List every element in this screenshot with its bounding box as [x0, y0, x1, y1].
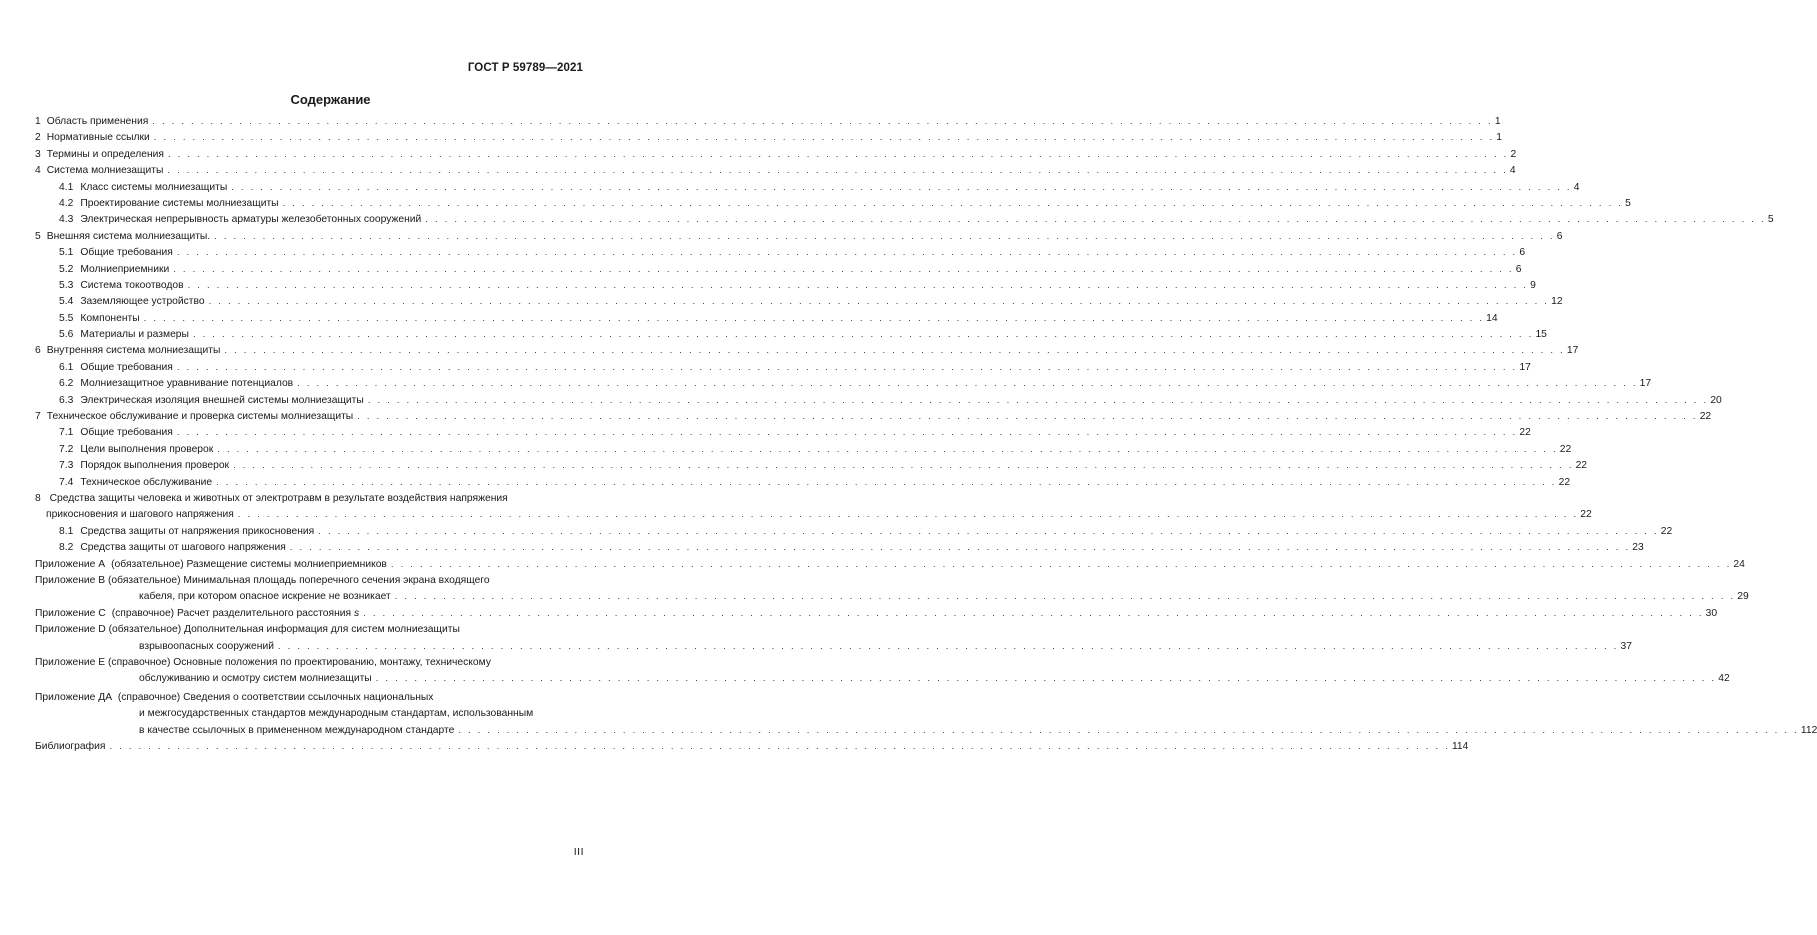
entry-page: 4 [1573, 181, 1580, 193]
toc-subentry[interactable] [35, 278, 1536, 294]
annex-text-continued: обслуживанию и осмотру систем молниезащиты [139, 673, 372, 685]
entry-number: 7.3 [59, 460, 74, 472]
entry-text: Электрическая изоляция внешней системы молниезащиты [80, 394, 364, 406]
annex-label: Приложение ДА [35, 691, 113, 703]
entry-page: 1 [1496, 132, 1503, 144]
annex-label: Приложение D [35, 624, 106, 636]
annex-text: (справочное) Сведения о соответствии ссылочных национальных [117, 691, 434, 703]
annex-entry[interactable] [35, 622, 1632, 655]
entry-number: 6.3 [59, 394, 74, 406]
toc-entry[interactable] [35, 409, 1712, 425]
entry-number: 2 [35, 132, 41, 144]
entry-page: 6 [1556, 230, 1563, 242]
leader-dots [209, 294, 1550, 310]
leader-dots [217, 442, 1558, 458]
leader-dots [193, 327, 1534, 343]
entry-text: Термины и определения [46, 148, 164, 160]
annex-text: (справочное) Основные положения по проектированию, монтажу, техническому [108, 656, 491, 668]
annex-label: Приложение В [35, 574, 106, 586]
toc-subentry[interactable] [35, 393, 1722, 409]
toc-subentry[interactable] [35, 425, 1531, 441]
leader-dots [152, 114, 1493, 130]
leader-dots [231, 180, 1572, 196]
annex-entry[interactable] [35, 573, 1749, 606]
toc-subentry[interactable] [35, 442, 1572, 458]
entry-page: 22 [1575, 460, 1588, 472]
entry-page: 22 [1660, 525, 1673, 537]
entry-page: 114 [1451, 740, 1469, 752]
leader-dots [425, 212, 1766, 228]
entry-page: 14 [1486, 312, 1498, 324]
entry-page: 29 [1737, 591, 1749, 603]
entry-page: 30 [1705, 607, 1718, 619]
entry-number: 3 [35, 148, 41, 160]
entry-number: 7.2 [59, 443, 74, 455]
annex-entry[interactable] [35, 655, 1730, 688]
annex-entry[interactable] [35, 606, 1718, 622]
entry-text: Внешняя система молниезащиты. [46, 230, 211, 242]
entry-number: 6 [35, 345, 41, 357]
toc-entry[interactable] [35, 114, 1501, 130]
entry-number: 6.1 [59, 361, 74, 373]
toc-entry[interactable] [35, 229, 1563, 245]
entry-text: Цели выполнения проверок [80, 443, 214, 455]
entry-page: 42 [1718, 673, 1730, 685]
entry-page: 9 [1530, 279, 1536, 291]
leader-dots [363, 606, 1704, 622]
leader-dots [297, 376, 1638, 392]
leader-dots [318, 524, 1659, 540]
leader-dots [177, 245, 1518, 261]
annex-text-main: (справочное) Расчет разделительного расстояния [111, 607, 352, 619]
toc-subentry[interactable] [35, 262, 1522, 278]
entry-number: 4.3 [59, 214, 74, 226]
entry-text: Электрическая непрерывность арматуры железобетонных сооружений [80, 214, 422, 226]
entry-page: 1 [1494, 116, 1501, 127]
leader-dots [168, 147, 1509, 163]
bibliography-entry[interactable] [35, 739, 1469, 755]
entry-page: 20 [1710, 394, 1722, 406]
entry-text: Молниеприемники [80, 263, 170, 275]
leader-dots [216, 475, 1557, 491]
toc-entry[interactable] [35, 163, 1516, 179]
annex-entry[interactable] [35, 557, 1745, 573]
toc-subentry[interactable] [35, 245, 1526, 261]
entry-text: Система токоотводов [80, 279, 184, 291]
bibliography-text: Библиография [35, 740, 106, 752]
entry-text: Общие требования [80, 427, 173, 439]
entry-number: 8.2 [59, 542, 74, 554]
leader-dots [109, 739, 1450, 755]
leader-dots [395, 589, 1736, 605]
annex-text-continued: кабеля, при котором опасное искрение не возникает [139, 591, 391, 603]
leader-dots [233, 458, 1574, 474]
toc-subentry[interactable] [35, 327, 1547, 343]
entry-page: 22 [1580, 509, 1592, 521]
entry-number: 1 [35, 116, 41, 127]
entry-page: 112 [1800, 724, 1817, 736]
entry-number: 7.1 [59, 427, 74, 439]
entry-text: Техническое обслуживание и проверка системы молниезащиты [46, 411, 354, 423]
entry-text: Внутренняя система молниезащиты [46, 345, 221, 357]
entry-number: 5.3 [59, 279, 74, 291]
toc-title: Содержание [290, 92, 371, 107]
leader-dots [238, 507, 1579, 523]
entry-page: 37 [1620, 640, 1632, 652]
annex-text-continued: в качестве ссылочных в примененном международном стандарте [139, 724, 455, 736]
toc-entry[interactable] [35, 343, 1579, 359]
leader-dots [154, 130, 1495, 146]
leader-dots [290, 540, 1631, 556]
entry-page: 6 [1519, 247, 1526, 259]
entry-number: 5.6 [59, 329, 74, 341]
entry-page: 17 [1639, 378, 1652, 390]
document-code: ГОСТ Р 59789—2021 [467, 62, 583, 74]
entry-text: Компоненты [80, 312, 140, 324]
entry-page: 12 [1551, 296, 1563, 308]
entry-page: 22 [1558, 476, 1571, 488]
toc-subentry[interactable] [35, 212, 1774, 228]
leader-dots [376, 671, 1717, 687]
entry-number: 5.5 [59, 312, 74, 324]
annex-text [112, 606, 359, 622]
entry-text: Материалы и размеры [80, 329, 189, 341]
entry-page: 17 [1519, 361, 1531, 373]
leader-dots [391, 557, 1732, 573]
leader-dots [188, 278, 1529, 294]
leader-dots [173, 262, 1514, 278]
entry-number: 7 [35, 411, 41, 423]
entry-text: Общие требования [80, 361, 173, 373]
leader-dots [224, 343, 1565, 359]
annex-label: Приложение Е [35, 656, 106, 668]
entry-number: 6.2 [59, 378, 74, 390]
entry-number: 5.2 [59, 263, 74, 275]
entry-text: Техническое обслуживание [80, 476, 213, 488]
entry-text: Средства защиты от напряжения прикосновения [80, 525, 315, 537]
annex-text: (обязательное) Размещение системы молниеприемников [111, 558, 387, 570]
leader-dots [357, 409, 1698, 425]
annex-text-continued: и межгосударственных стандартов международным стандартам, использованным [139, 708, 534, 720]
entry-number: 8 [35, 492, 41, 504]
leader-dots [278, 639, 1619, 655]
toc-subentry[interactable] [35, 475, 1571, 491]
entry-text: Общие требования [80, 247, 173, 259]
entry-page: 6 [1515, 263, 1522, 275]
entry-text: Проектирование системы молниезащиты [80, 197, 279, 209]
entry-number: 5 [35, 230, 41, 242]
entry-page: 17 [1566, 345, 1579, 357]
toc-entry[interactable] [35, 491, 1592, 524]
leader-dots [283, 196, 1624, 212]
leader-dots [144, 311, 1485, 327]
entry-page: 4 [1509, 165, 1516, 177]
entry-page: 22 [1699, 411, 1712, 423]
entry-number: 4.1 [59, 181, 74, 193]
entry-number: 8.1 [59, 525, 74, 537]
annex-label: Приложение А [35, 558, 106, 570]
toc-subentry[interactable] [35, 360, 1531, 376]
leader-dots [458, 723, 1799, 739]
entry-page: 24 [1733, 558, 1745, 570]
entry-text: Молниезащитное уравнивание потенциалов [80, 378, 294, 390]
leader-dots [368, 393, 1709, 409]
leader-dots [214, 229, 1555, 245]
toc-entry[interactable] [35, 130, 1503, 146]
toc-subentry[interactable] [35, 458, 1588, 474]
entry-page: 2 [1510, 148, 1517, 160]
toc-subentry[interactable] [35, 294, 1563, 310]
annex-text: (обязательное) Дополнительная информация для систем молниезащиты [108, 624, 460, 636]
toc-subentry[interactable] [35, 311, 1498, 327]
entry-page: 22 [1519, 427, 1531, 439]
entry-number: 4.2 [59, 197, 74, 209]
toc-entry[interactable] [35, 147, 1517, 163]
table-of-contents [35, 114, 1817, 755]
entry-number: 7.4 [59, 476, 74, 488]
toc-subentry[interactable] [35, 180, 1580, 196]
entry-text: Класс системы молниезащиты [80, 181, 228, 193]
annex-entry[interactable] [35, 690, 1817, 739]
entry-page: 5 [1767, 214, 1774, 226]
entry-text: Средства защиты человека и животных от электротравм в результате воздействия напряжения [49, 492, 508, 504]
page-number: III [573, 846, 584, 858]
entry-page: 5 [1625, 197, 1631, 209]
entry-page: 15 [1535, 329, 1547, 341]
entry-text: Средства защиты от шагового напряжения [80, 542, 286, 554]
annex-text: (обязательное) Минимальная площадь поперечного сечения экрана входящего [108, 574, 490, 586]
entry-number: 5.4 [59, 296, 74, 308]
toc-subentry[interactable] [35, 376, 1652, 392]
toc-subentry[interactable] [35, 196, 1631, 212]
entry-text: Система молниезащиты [46, 165, 164, 177]
leader-dots [177, 425, 1518, 441]
entry-page: 22 [1559, 443, 1572, 455]
entry-number: 4 [35, 165, 41, 177]
toc-subentry[interactable] [35, 540, 1644, 556]
entry-text: Область применения [46, 116, 149, 127]
entry-text: Порядок выполнения проверок [80, 460, 230, 472]
annex-text-continued: взрывоопасных сооружений [139, 640, 274, 652]
leader-dots [177, 360, 1518, 376]
toc-subentry[interactable] [35, 524, 1673, 540]
entry-number: 5.1 [59, 247, 74, 259]
symbol-s: s [354, 607, 360, 619]
leader-dots [167, 163, 1508, 179]
entry-text-continued: прикосновения и шагового напряжения [46, 509, 234, 521]
entry-page: 23 [1632, 542, 1644, 554]
entry-text: Нормативные ссылки [46, 132, 150, 144]
annex-label: Приложение С [35, 607, 106, 619]
entry-text: Заземляющее устройство [80, 296, 205, 308]
